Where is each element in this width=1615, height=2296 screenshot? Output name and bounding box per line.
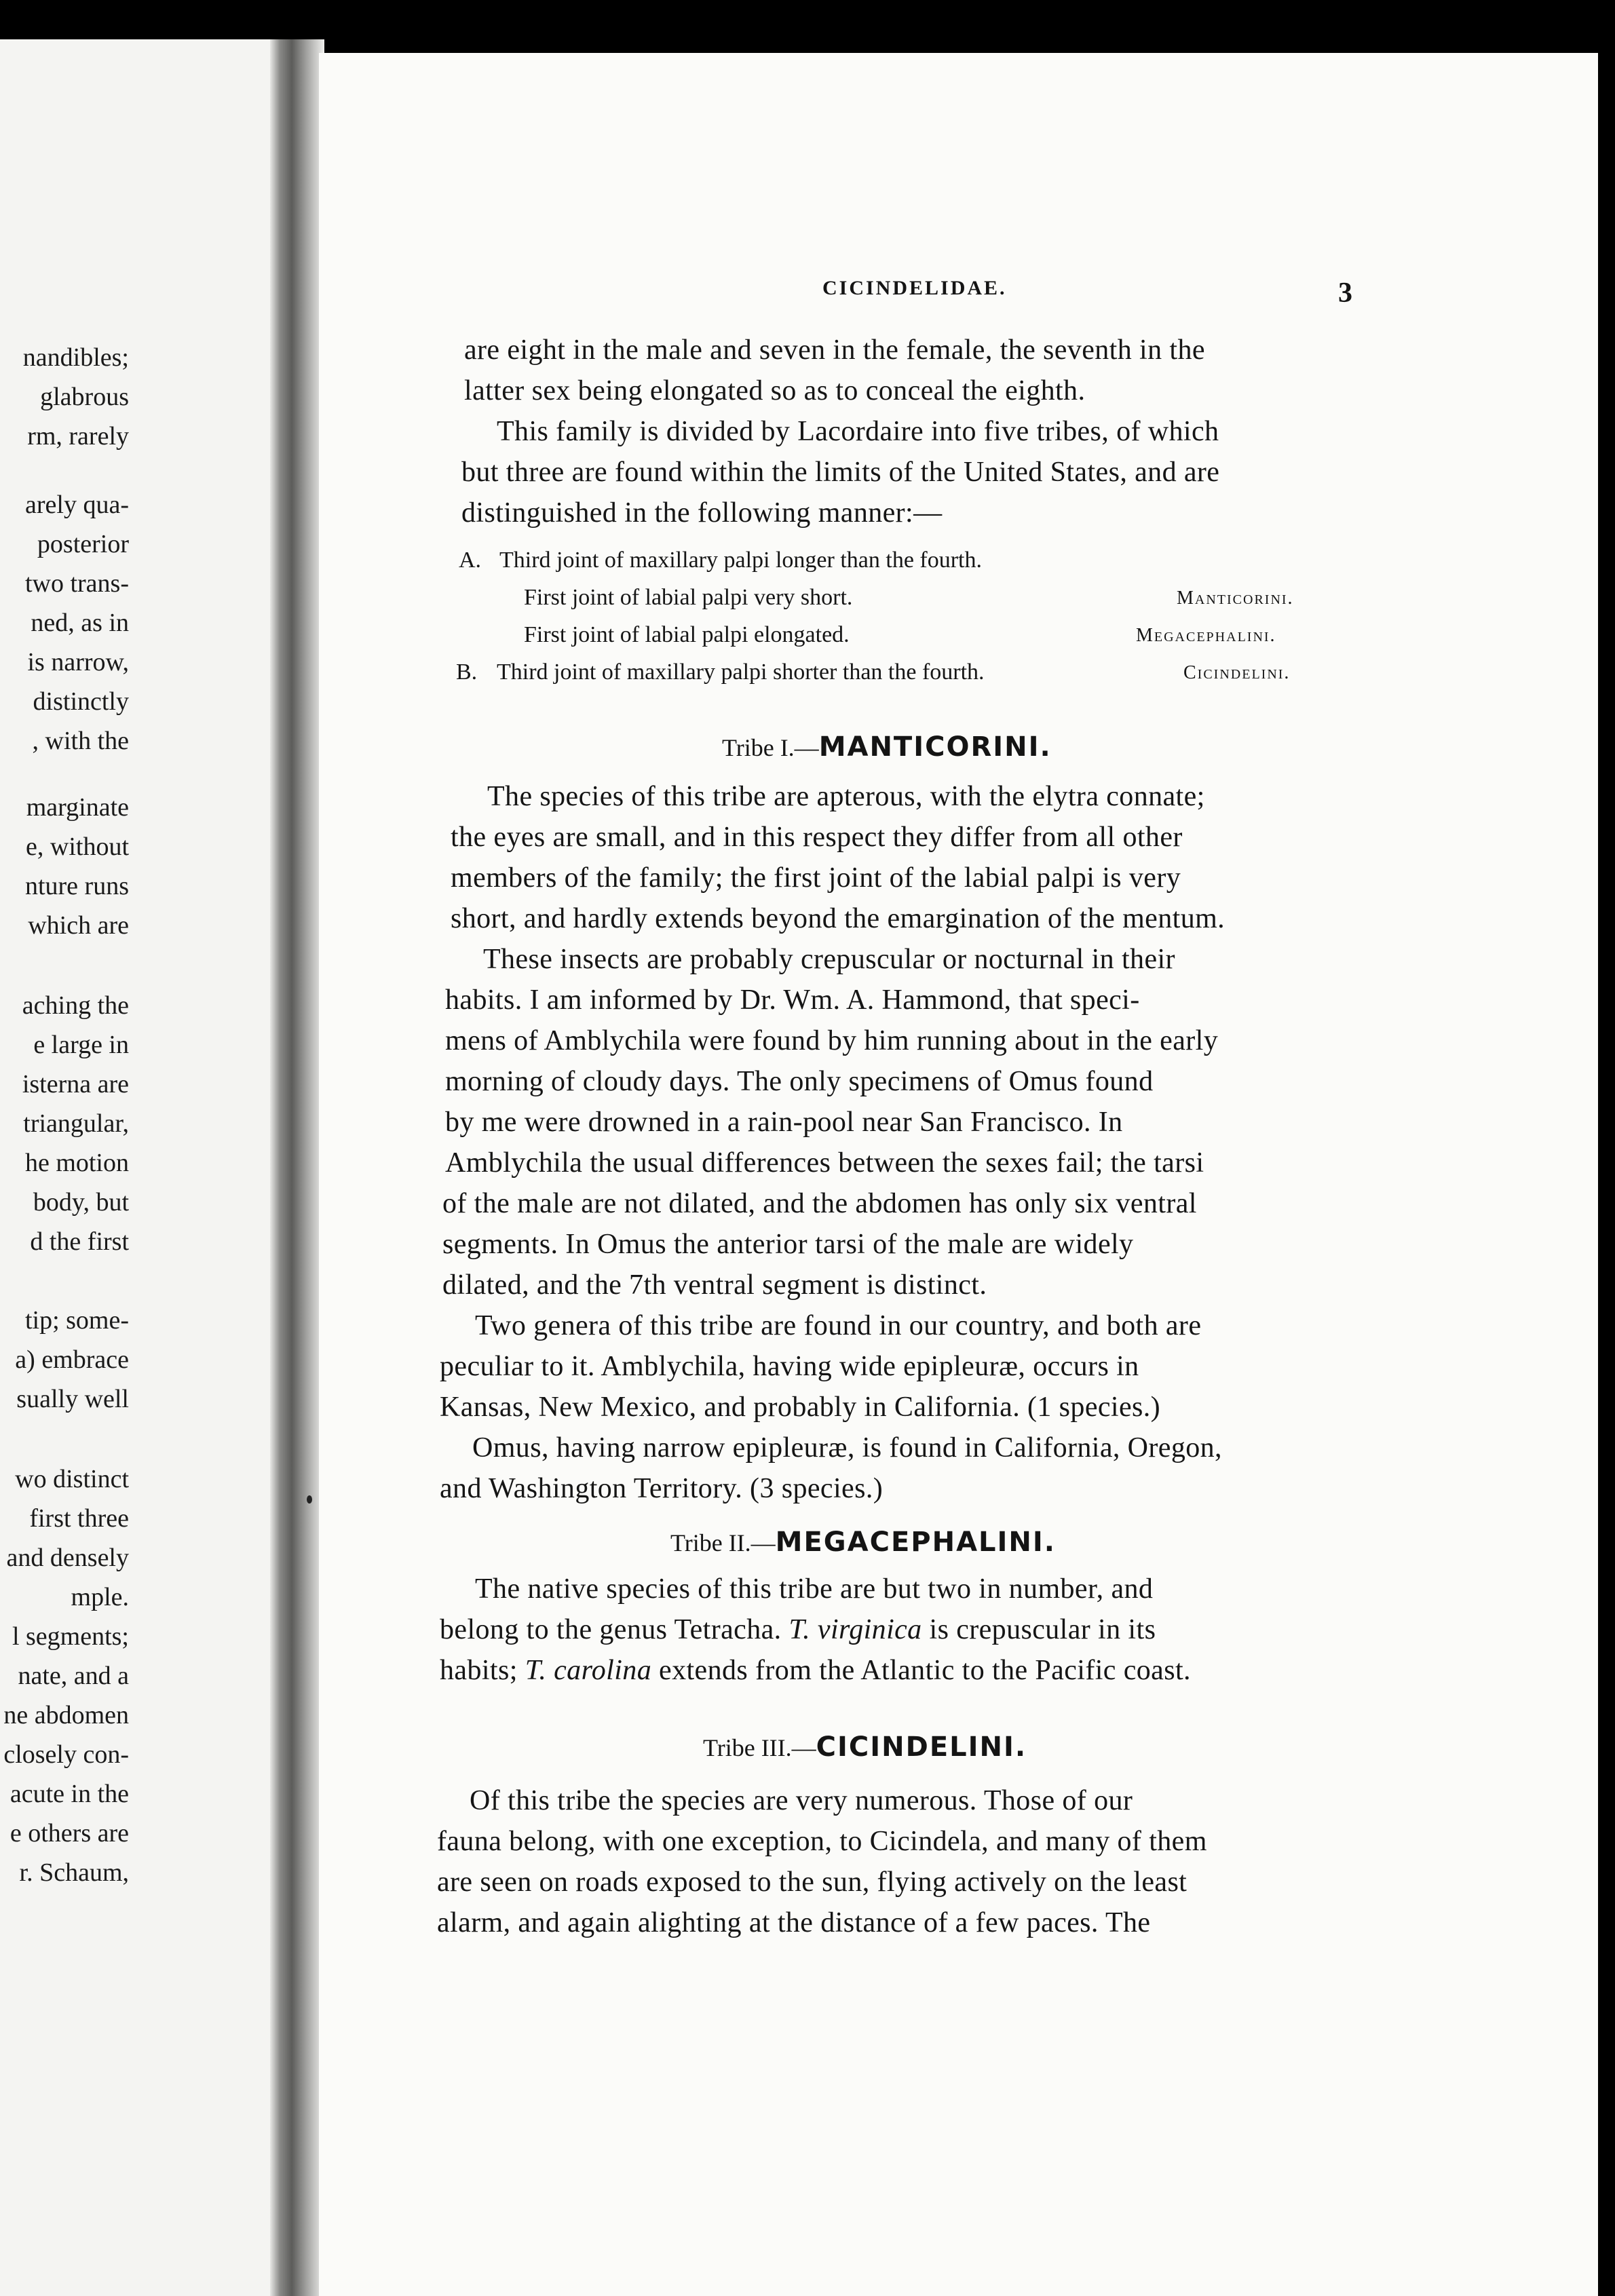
tribe2-prefix: Tribe II.— [670, 1529, 776, 1556]
intro-line-1: are eight in the male and seven in the female, the seventh in the [464, 334, 1205, 366]
left-page-fragment-line: l segments; [12, 1622, 129, 1651]
tribe3-line-3: are seen on roads exposed to the sun, flying actively on the least [437, 1867, 1188, 1898]
key-a1-text: First joint of labial palpi very short. [524, 585, 853, 610]
left-page-fragment-line: ned, as in [31, 609, 129, 637]
key-b-label: B. [456, 659, 478, 685]
tribe3-line-2: fauna belong, with one exception, to Cicindela, and many of them [437, 1826, 1207, 1857]
tribe1-para1-line: short, and hardly extends beyond the emargination of the mentum. [451, 903, 1226, 934]
left-page-fragment-line: ne abdomen [3, 1701, 129, 1729]
tribe1-para3-line: Two genera of this tribe are found in our country, and both are [475, 1310, 1202, 1341]
tribe1-heading [722, 731, 1052, 763]
tribe1-para2-line: of the male are not dilated, and the abdomen has only six ventral [442, 1188, 1197, 1219]
tribe2-species-carolina: T. carolina [525, 1655, 652, 1686]
intro-line-2: latter sex being elongated so as to conceal the eighth. [464, 375, 1086, 406]
left-page-fragment-line: nate, and a [18, 1662, 129, 1690]
tribe1-para3-line: Kansas, New Mexico, and probably in California. (1 species.) [440, 1392, 1161, 1423]
left-page-fragment-line: posterior [37, 530, 129, 558]
left-page-fragment-line: closely con- [3, 1740, 129, 1769]
left-page-fragment-line: e, without [26, 833, 129, 861]
tribe1-para2-line: mens of Amblychila were found by him running about in the early [445, 1025, 1219, 1056]
family-para-line-2: but three are found within the limits of the United States, and are [461, 457, 1220, 488]
left-page-fragment-line: isterna are [22, 1070, 129, 1098]
left-page-fragment-line: distinctly [33, 687, 129, 716]
tribe2-heading [670, 1527, 1056, 1558]
tribe2-line-2b: is crepuscular in its [922, 1614, 1156, 1645]
tribe1-para1-line: the eyes are small, and in this respect they differ from all other [451, 822, 1183, 853]
tribe3-name: CICINDELINI. [816, 1731, 1027, 1763]
left-page-fragment-line: , with the [32, 727, 129, 755]
tribe1-name: MANTICORINI. [818, 731, 1052, 763]
key-a1-tribe: Manticorini. [1177, 588, 1294, 609]
tribe2-line-3 [440, 1654, 1191, 1687]
left-page-fragment-line: a) embrace [15, 1345, 129, 1374]
tribe3-line-4: alarm, and again alighting at the distance of a few paces. The [437, 1907, 1151, 1938]
key-a-text: Third joint of maxillary palpi longer than the fourth. [499, 548, 982, 573]
left-page-fragment-line: aching the [22, 991, 129, 1020]
left-page-fragment-line: which are [28, 911, 129, 940]
tribe3-line-1: Of this tribe the species are very numerous. Those of our [470, 1785, 1133, 1816]
left-page-fragment-line: glabrous [40, 383, 129, 411]
tribe1-para2-line: dilated, and the 7th ventral segment is distinct. [442, 1269, 987, 1301]
family-para-line-3: distinguished in the following manner:— [461, 497, 943, 529]
left-page-fragment-line: first three [29, 1504, 129, 1533]
tribe2-name: MEGACEPHALINI. [775, 1527, 1056, 1558]
tribe2-line-1: The native species of this tribe are but two in number, and [475, 1573, 1154, 1605]
tribe1-para3-line: peculiar to it. Amblychila, having wide epipleuræ, occurs in [440, 1351, 1139, 1382]
left-page-fragment-line: nture runs [24, 872, 129, 900]
tribe1-para2-line: by me were drowned in a rain-pool near San Francisco. In [445, 1107, 1123, 1138]
key-a2-text: First joint of labial palpi elongated. [524, 622, 850, 647]
tribe2-line-2a: belong to the genus Tetracha. [440, 1614, 789, 1645]
book-gutter [270, 39, 324, 2296]
scan-edge [1598, 53, 1615, 2296]
left-page-fragment-line: e others are [10, 1819, 129, 1848]
left-page-fragment-line: mple. [71, 1583, 129, 1611]
left-page-fragment-line: and densely [6, 1544, 129, 1572]
tribe1-para1-line: members of the family; the first joint of the labial palpi is very [451, 862, 1181, 894]
tribe2-line-2 [440, 1613, 1156, 1646]
key-b-tribe: Cicindelini. [1183, 662, 1291, 683]
tribe3-heading [703, 1731, 1027, 1763]
key-a-label: A. [459, 548, 482, 573]
left-page-fragment-line: acute in the [10, 1780, 129, 1808]
left-page-fragment-line: two trans- [24, 569, 129, 598]
left-page-fragment-line: e large in [33, 1031, 129, 1059]
tribe1-para2-line: habits. I am informed by Dr. Wm. A. Hammond, that speci- [445, 984, 1140, 1016]
left-page-fragment-line: marginate [26, 793, 129, 822]
tribe1-para2-line: Amblychila the usual differences between the sexes fail; the tarsi [445, 1147, 1204, 1179]
tribe1-prefix: Tribe I.— [722, 734, 819, 761]
tribe1-para2-line: segments. In Omus the anterior tarsi of the male are widely [442, 1229, 1134, 1260]
tribe1-para2-line: These insects are probably crepuscular or nocturnal in their [483, 944, 1175, 975]
key-a2-tribe: Megacephalini. [1136, 625, 1276, 646]
tribe1-para4-line: Omus, having narrow epipleuræ, is found in California, Oregon, [472, 1432, 1222, 1463]
tribe2-species-virginica: T. virginica [788, 1614, 922, 1645]
tribe2-line-3a: habits; [440, 1655, 525, 1686]
left-page-fragment-line: nandibles; [22, 343, 129, 372]
left-page-fragment-line: rm, rarely [27, 422, 129, 451]
left-page-fragment-line: d the first [30, 1227, 129, 1256]
left-page-fragment-line: sually well [16, 1385, 129, 1413]
left-page-fragment-line: tip; some- [24, 1306, 129, 1335]
left-page-fragment-line: triangular, [23, 1109, 129, 1138]
left-page-fragment-line: r. Schaum, [19, 1858, 129, 1887]
tribe1-para1-line: The species of this tribe are apterous, with the elytra connate; [487, 781, 1205, 812]
left-page-fragment-line: arely qua- [25, 491, 129, 519]
left-page-fragment-line: he motion [24, 1149, 129, 1177]
left-page-fragment-line: body, but [33, 1188, 129, 1217]
left-page-fragment-line: wo distinct [15, 1465, 129, 1493]
tribe1-para4-line: and Washington Territory. (3 species.) [440, 1473, 884, 1504]
tribe3-prefix: Tribe III.— [703, 1734, 816, 1761]
key-b-text: Third joint of maxillary palpi shorter than the fourth. [497, 659, 985, 685]
left-page-fragment-line: is narrow, [27, 648, 129, 676]
tribe2-line-3b: extends from the Atlantic to the Pacific coast. [651, 1655, 1191, 1686]
running-head: CICINDELIDAE. [822, 277, 1007, 299]
page-number: 3 [1338, 278, 1352, 309]
family-para-line-1: This family is divided by Lacordaire into five tribes, of which [497, 416, 1219, 447]
tribe1-para2-line: morning of cloudy days. The only specimens of Omus found [445, 1066, 1154, 1097]
ink-speck [307, 1495, 312, 1504]
